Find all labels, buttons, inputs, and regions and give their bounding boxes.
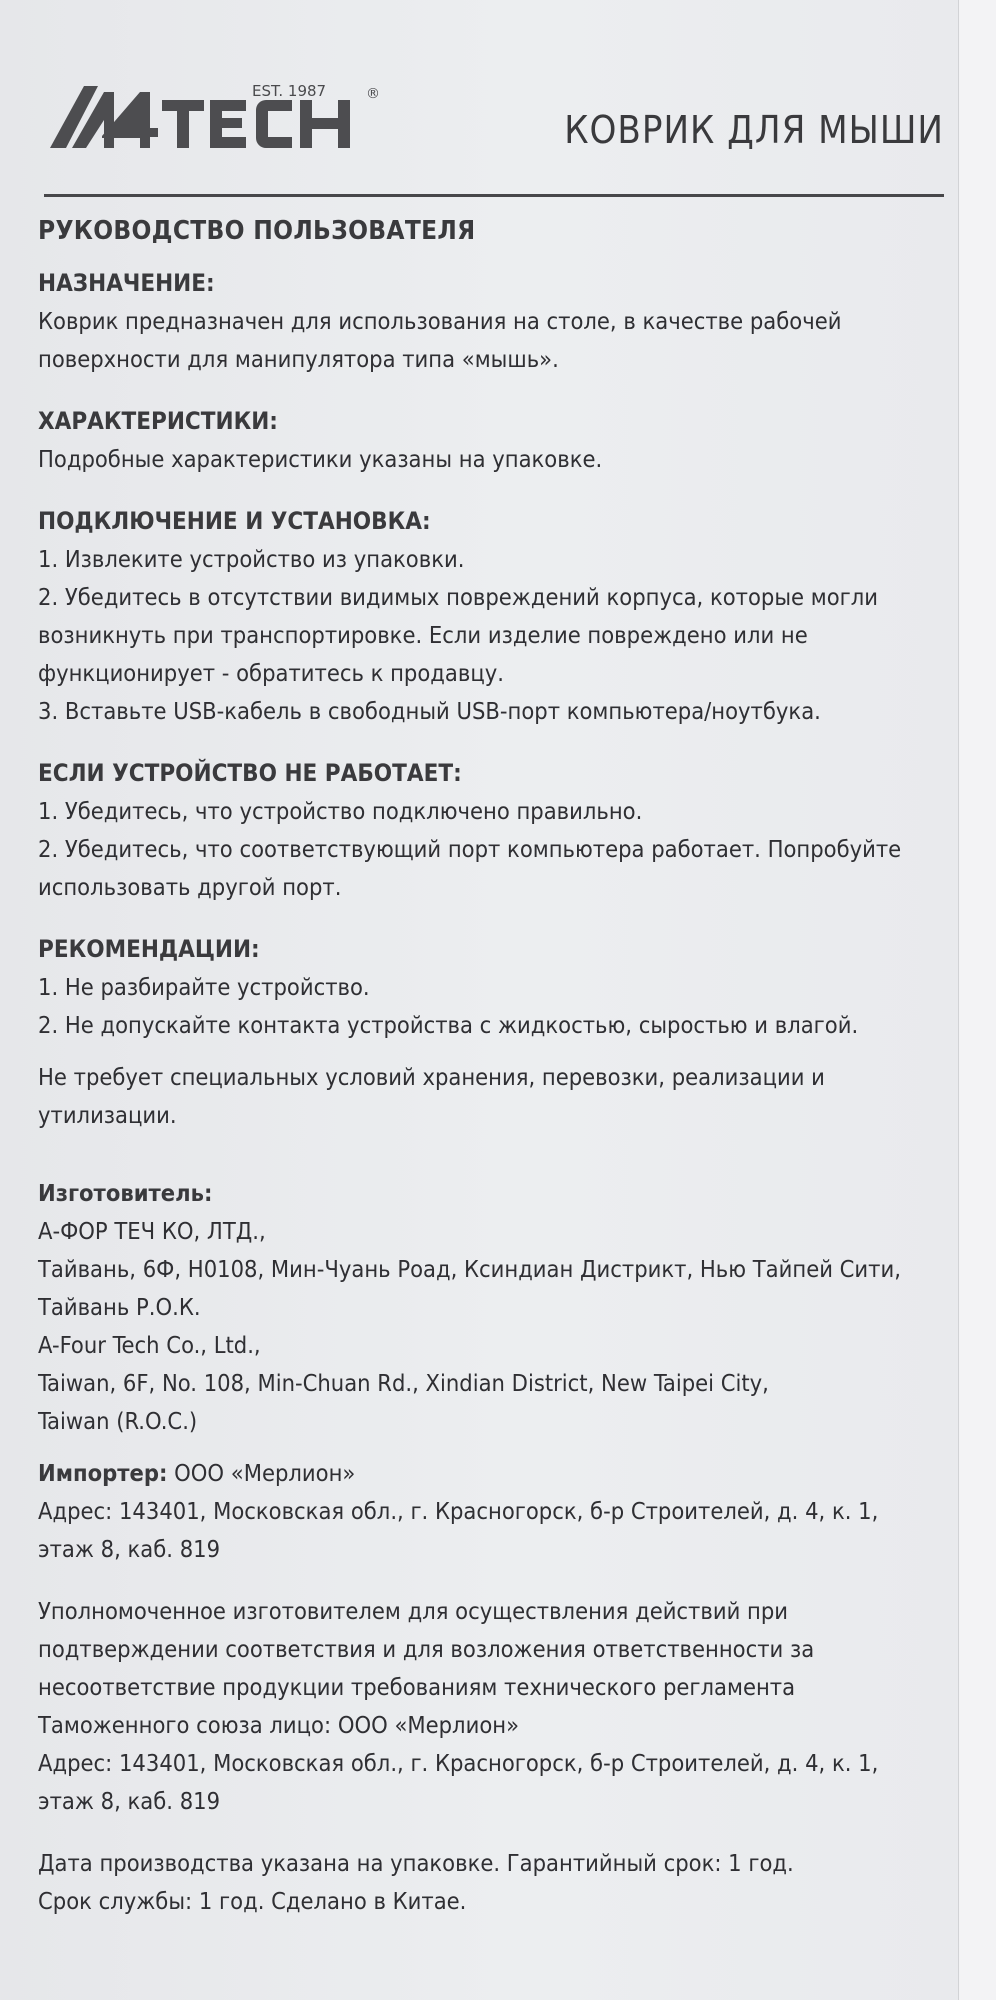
manufacturer-label: Изготовитель:	[38, 1179, 213, 1207]
manufacturer-line: Taiwan (R.O.C.)	[38, 1407, 198, 1435]
section-title-troubleshoot: ЕСЛИ УСТРОЙСТВО НЕ РАБОТАЕТ:	[38, 759, 462, 787]
authorized-line: Адрес: 143401, Московская обл., г. Красногорск, б-р Строителей, д. 4, к. 1,	[38, 1749, 879, 1777]
section-title-specs: ХАРАКТЕРИСТИКИ:	[38, 407, 278, 435]
manufacturer-line: А-ФОР ТЕЧ КО, ЛТД.,	[38, 1217, 266, 1245]
logo-registered-mark: ®	[366, 86, 380, 102]
manufacturer-line: Taiwan, 6F, No. 108, Min-Chuan Rd., Xindian District, New Taipei City,	[38, 1369, 769, 1397]
product-title: КОВРИК ДЛЯ МЫШИ	[564, 108, 944, 152]
importer-address-line: Адрес: 143401, Московская обл., г. Красногорск, б-р Строителей, д. 4, к. 1,	[38, 1497, 879, 1525]
section-title-recommendations: РЕКОМЕНДАЦИИ:	[38, 935, 260, 963]
install-line: функционирует - обратитесь к продавцу.	[38, 659, 504, 687]
authorized-line: подтверждении соответствия и для возложения ответственности за	[38, 1635, 815, 1663]
section-title-purpose: НАЗНАЧЕНИЕ:	[38, 269, 215, 297]
importer-line	[38, 1454, 938, 1492]
section-title-install: ПОДКЛЮЧЕНИЕ И УСТАНОВКА:	[38, 507, 431, 535]
importer-label: Импортер:	[38, 1459, 168, 1487]
troubleshoot-line: использовать другой порт.	[38, 873, 342, 901]
specs-line: Подробные характеристики указаны на упаковке.	[38, 445, 603, 473]
storage-note-line: утилизации.	[38, 1101, 177, 1129]
manufacturer-line: A-Four Tech Co., Ltd.,	[38, 1331, 261, 1359]
manual-body	[38, 212, 938, 1920]
sheet-edge	[958, 0, 996, 2000]
install-line: 3. Вставьте USB-кабель в свободный USB-порт компьютера/ноутбука.	[38, 697, 821, 725]
purpose-line: поверхности для манипулятора типа «мышь».	[38, 345, 559, 373]
recommendation-line: 1. Не разбирайте устройство.	[38, 973, 370, 1001]
footer-line: Срок службы: 1 год. Сделано в Китае.	[38, 1887, 467, 1915]
manufacturer-line: Тайвань, 6Ф, Н0108, Мин-Чуань Роад, Ксиндиан Дистрикт, Нью Тайпей Сити,	[38, 1255, 901, 1283]
manual-heading: РУКОВОДСТВО ПОЛЬЗОВАТЕЛЯ	[38, 216, 476, 246]
manufacturer-line: Тайвань Р.О.К.	[38, 1293, 201, 1321]
troubleshoot-line: 1. Убедитесь, что устройство подключено правильно.	[38, 797, 643, 825]
logo-est-text: EST. 1987	[252, 82, 327, 100]
authorized-line: несоответствие продукции требованиям технического регламента	[38, 1673, 796, 1701]
importer-name: ООО «Мерлион»	[167, 1459, 356, 1487]
storage-note-line: Не требует специальных условий хранения, перевозки, реализации и	[38, 1063, 825, 1091]
a4tech-logo	[44, 62, 394, 172]
authorized-line: этаж 8, каб. 819	[38, 1787, 221, 1815]
importer-address-line: этаж 8, каб. 819	[38, 1535, 221, 1563]
install-line: 1. Извлеките устройство из упаковки.	[38, 545, 465, 573]
install-line: 2. Убедитесь в отсутствии видимых повреждений корпуса, которые могли	[38, 583, 878, 611]
authorized-line: Уполномоченное изготовителем для осуществления действий при	[38, 1597, 789, 1625]
troubleshoot-line: 2. Убедитесь, что соответствующий порт компьютера работает. Попробуйте	[38, 835, 902, 863]
install-line: возникнуть при транспортировке. Если изделие повреждено или не	[38, 621, 808, 649]
authorized-line: Таможенного союза лицо: ООО «Мерлион»	[38, 1711, 520, 1739]
recommendation-line: 2. Не допускайте контакта устройства с жидкостью, сыростью и влагой.	[38, 1011, 859, 1039]
footer-line: Дата производства указана на упаковке. Гарантийный срок: 1 год.	[38, 1849, 794, 1877]
purpose-line: Коврик предназначен для использования на столе, в качестве рабочей	[38, 307, 842, 335]
header-divider	[44, 194, 944, 197]
